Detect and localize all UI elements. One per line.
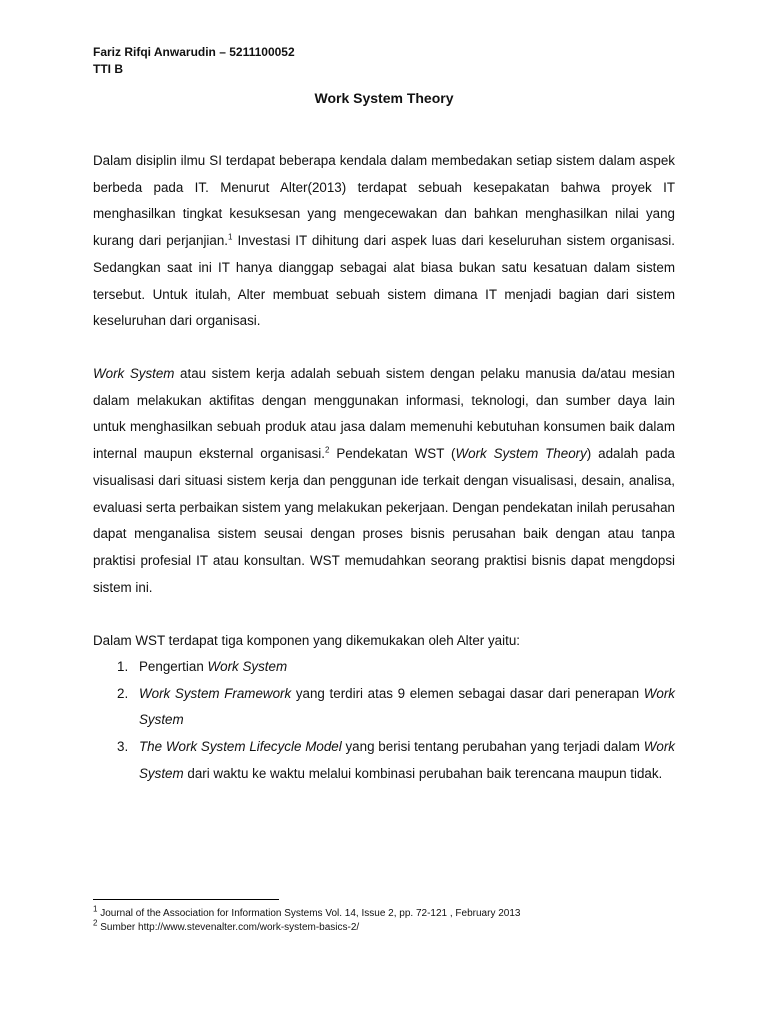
paragraph-text: Dalam disiplin ilmu SI terdapat beberapa kendala dalam membedakan setiap sistem dalam aspek berbeda pada IT. Menurut Alter(2013) terdapat sebuah kesepakatan bahwa proyek IT menghasilkan tingkat kesuksesan yang mengecewakan dan bahkan menghasilkan nilai yang kurang dari perjanjian.: [93, 153, 675, 249]
footnote-separator: [93, 899, 279, 900]
author-line: Fariz Rifqi Anwarudin – 5211100052: [93, 45, 295, 59]
document-title: Work System Theory: [314, 90, 454, 106]
footnote-ref: 2: [325, 445, 330, 455]
list-number: 2.: [117, 685, 129, 701]
paragraph-intro: [93, 148, 675, 335]
footnote-ref: 1: [228, 232, 233, 242]
list-text: Pengertian: [139, 659, 208, 674]
footnote-number: 2: [93, 918, 98, 928]
italic-term: Work System Theory: [455, 446, 587, 462]
italic-term: Work System: [207, 659, 288, 674]
footnote-text: Journal of the Association for Information Systems Vol. 14, Issue 2, pp. 72-121 , February 2013: [97, 908, 521, 919]
list-text: yang terdiri atas 9 elemen sebagai dasar dari penerapan: [291, 685, 644, 701]
paragraph-components: Dalam WST terdapat tiga komponen yang dikemukakan oleh Alter yaitu:: [93, 633, 520, 648]
footnote-text: Sumber http://www.stevenalter.com/work-system-basics-2/: [97, 922, 360, 933]
class-line: TTI B: [93, 62, 123, 76]
footnote-number: 1: [93, 904, 98, 914]
italic-term: Work System Framework: [139, 685, 292, 701]
paragraph-text: Pendekatan WST (: [329, 446, 456, 462]
list-item: [93, 681, 675, 734]
paragraph-text: Investasi IT dihitung dari aspek luas dari keseluruhan sistem organisasi. Sedangkan saat ini IT hanya dianggap sebagai alat biasa bukan satu kesatuan dalam sistem tersebut. Untuk itulah, Alter membuat sebuah sistem dimana IT menjadi bagian dari sistem keseluruhan dari organisasi.: [93, 233, 675, 329]
footnote: [93, 904, 521, 920]
list-text: dari waktu ke waktu melalui kombinasi perubahan baik terencana maupun tidak.: [183, 765, 663, 781]
italic-term: Work System: [93, 366, 175, 381]
italic-term: The Work System Lifecycle Model: [139, 739, 342, 755]
author-header: [93, 44, 295, 78]
paragraph-text: ) adalah pada visualisasi dari situasi sistem kerja dan penggunan ide terkait dengan visualisasi, desain, analisa, evaluasi serta perbaikan sistem yang melakukan pekerjaan. Dengan pendekatan inilah perusahan dapat menganalisa sistem seusai dengan proses bisnis perusahan baik dengan atau tanpa praktisi profesial IT atau konsultan. WST memudahkan seorang praktisi bisnis dapat mengdopsi sistem ini.: [93, 446, 675, 595]
list-item: [93, 734, 675, 787]
list-item: [93, 654, 675, 681]
footnote: [93, 918, 360, 934]
paragraph-work-system: [93, 361, 675, 601]
component-list: [93, 654, 675, 788]
italic-term: Work System: [139, 685, 675, 728]
paragraph-text: atau sistem kerja adalah sebuah sistem dengan pelaku manusia da/atau mesian dalam melakukan aktifitas dengan menggunakan informasi, teknologi, dan sumber daya lain untuk menghasilkan sebuah produk atau jasa dalam memenuhi kebutuhan konsumen baik dalam internal maupun eksternal organisasi.: [93, 366, 675, 462]
list-text: yang berisi tentang perubahan yang terjadi dalam: [341, 739, 644, 755]
list-number: 1.: [117, 659, 129, 674]
list-number: 3.: [117, 739, 129, 755]
italic-term: Work System: [139, 739, 675, 781]
